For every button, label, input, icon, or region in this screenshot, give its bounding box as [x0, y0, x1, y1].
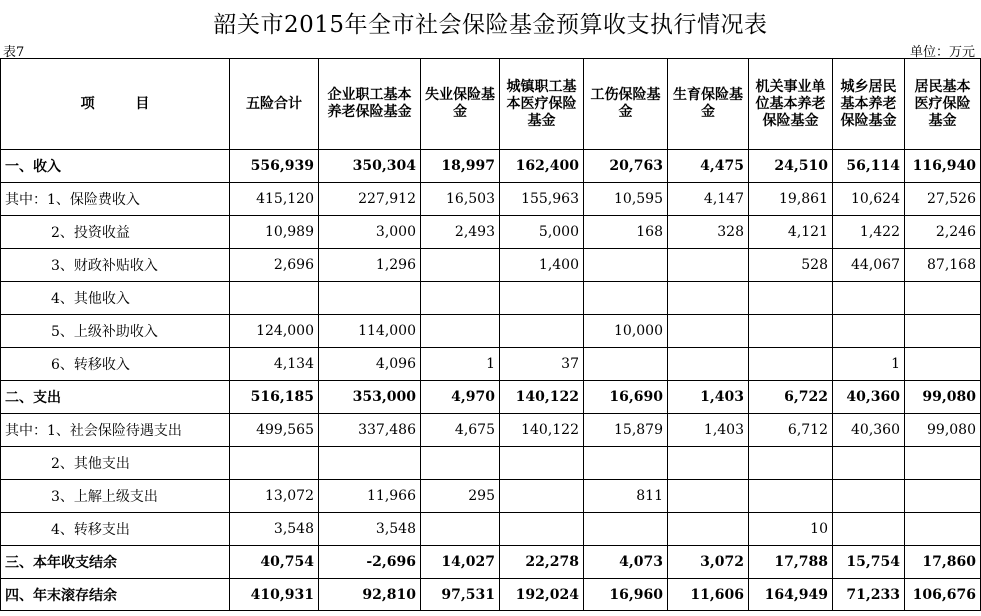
table-cell: 40,360	[833, 381, 905, 414]
table-cell: 415,120	[230, 183, 319, 216]
table-cell: 20,763	[584, 150, 668, 183]
table-cell: 192,024	[500, 579, 584, 611]
table-cell	[230, 282, 319, 315]
table-cell	[833, 480, 905, 513]
table-cell	[749, 348, 833, 381]
table-cell	[905, 480, 981, 513]
table-cell: 4,675	[421, 414, 500, 447]
table-cell	[421, 315, 500, 348]
column-header-institution-pension: 机关事业单位基本养老保险基金	[749, 59, 833, 150]
table-cell	[584, 348, 668, 381]
unit-label: 单位：万元	[909, 45, 975, 60]
row-label: 5、上级补助收入	[1, 315, 230, 348]
table-cell: 162,400	[500, 150, 584, 183]
table-cell: 40,754	[230, 546, 319, 579]
table-cell	[584, 282, 668, 315]
table-cell: 114,000	[319, 315, 421, 348]
table-row	[1, 183, 981, 216]
table-cell: 5,000	[500, 216, 584, 249]
table-cell: 87,168	[905, 249, 981, 282]
table-row	[1, 579, 981, 611]
table-cell: 140,122	[500, 414, 584, 447]
table-cell	[421, 249, 500, 282]
table-cell: 1	[421, 348, 500, 381]
table-cell	[833, 315, 905, 348]
table-cell: 4,134	[230, 348, 319, 381]
row-label: 三、本年收支结余	[1, 546, 230, 579]
row-label: 3、财政补贴收入	[1, 249, 230, 282]
table-cell	[833, 447, 905, 480]
column-header-enterprise-pension: 企业职工基本养老保险基金	[319, 59, 421, 150]
table-cell: 14,027	[421, 546, 500, 579]
table-cell: 556,939	[230, 150, 319, 183]
table-cell: 106,676	[905, 579, 981, 611]
table-cell: 1	[833, 348, 905, 381]
table-cell: 1,400	[500, 249, 584, 282]
table-cell: 811	[584, 480, 668, 513]
table-cell: 155,963	[500, 183, 584, 216]
row-label: 2、投资收益	[1, 216, 230, 249]
page-title: 韶关市2015年全市社会保险基金预算收支执行情况表	[213, 12, 768, 38]
table-cell: 227,912	[319, 183, 421, 216]
table-row	[1, 315, 981, 348]
table-cell	[833, 513, 905, 546]
table-cell: 1,403	[668, 414, 749, 447]
table-cell: 4,073	[584, 546, 668, 579]
table-row	[1, 348, 981, 381]
column-header-resident-medical: 居民基本医疗保险基金	[905, 59, 981, 150]
table-cell: 3,548	[319, 513, 421, 546]
table-cell: 2,696	[230, 249, 319, 282]
row-label: 4、转移支出	[1, 513, 230, 546]
table-cell: 528	[749, 249, 833, 282]
table-cell: 16,690	[584, 381, 668, 414]
table-cell	[584, 249, 668, 282]
table-cell	[668, 249, 749, 282]
table-cell	[668, 447, 749, 480]
table-cell: 13,072	[230, 480, 319, 513]
table-cell: 4,096	[319, 348, 421, 381]
table-cell: 27,526	[905, 183, 981, 216]
row-label: 3、上解上级支出	[1, 480, 230, 513]
table-cell: 328	[668, 216, 749, 249]
table-cell	[668, 513, 749, 546]
table-cell	[668, 282, 749, 315]
table-cell: 10,624	[833, 183, 905, 216]
table-cell: 16,960	[584, 579, 668, 611]
table-cell: 10,595	[584, 183, 668, 216]
table-cell	[319, 282, 421, 315]
table-cell: 6,722	[749, 381, 833, 414]
row-label: 其中：1、社会保险待遇支出	[1, 414, 230, 447]
table-cell: 44,067	[833, 249, 905, 282]
table-cell: 18,997	[421, 150, 500, 183]
table-cell	[749, 315, 833, 348]
table-cell: 71,233	[833, 579, 905, 611]
table-row	[1, 513, 981, 546]
table-cell	[668, 480, 749, 513]
row-label: 四、年末滚存结余	[1, 579, 230, 611]
table-cell	[500, 480, 584, 513]
table-cell	[905, 513, 981, 546]
table-cell: 295	[421, 480, 500, 513]
column-header-injury: 工伤保险基金	[584, 59, 668, 150]
table-row	[1, 216, 981, 249]
table-row	[1, 480, 981, 513]
table-row	[1, 381, 981, 414]
row-label: 6、转移收入	[1, 348, 230, 381]
table-cell	[500, 513, 584, 546]
budget-table	[0, 58, 981, 611]
table-cell	[668, 348, 749, 381]
table-cell: 11,966	[319, 480, 421, 513]
table-cell: 3,548	[230, 513, 319, 546]
table-cell: 15,879	[584, 414, 668, 447]
table-row	[1, 282, 981, 315]
table-cell: 92,810	[319, 579, 421, 611]
table-cell: 164,949	[749, 579, 833, 611]
table-cell	[749, 447, 833, 480]
table-cell: 168	[584, 216, 668, 249]
table-cell: 350,304	[319, 150, 421, 183]
row-label: 二、支出	[1, 381, 230, 414]
table-cell: 10,989	[230, 216, 319, 249]
table-cell: 353,000	[319, 381, 421, 414]
table-cell	[421, 447, 500, 480]
table-cell: 2,493	[421, 216, 500, 249]
table-cell: 15,754	[833, 546, 905, 579]
table-cell: 1,403	[668, 381, 749, 414]
table-cell: 56,114	[833, 150, 905, 183]
column-header-urban-medical: 城镇职工基本医疗保险基金	[500, 59, 584, 150]
table-number: 表7	[3, 45, 25, 60]
table-cell: 2,246	[905, 216, 981, 249]
table-cell: 6,712	[749, 414, 833, 447]
table-cell: 22,278	[500, 546, 584, 579]
table-cell: 3,072	[668, 546, 749, 579]
table-cell: 4,121	[749, 216, 833, 249]
table-cell: 1,422	[833, 216, 905, 249]
column-header-item: 项 目	[1, 59, 230, 150]
row-label: 2、其他支出	[1, 447, 230, 480]
table-cell: 40,360	[833, 414, 905, 447]
table-cell	[668, 315, 749, 348]
table-cell	[319, 447, 421, 480]
table-cell: 16,503	[421, 183, 500, 216]
table-cell: 10,000	[584, 315, 668, 348]
table-cell: 99,080	[905, 414, 981, 447]
table-cell: 3,000	[319, 216, 421, 249]
column-header-maternity: 生育保险基金	[668, 59, 749, 150]
table-cell: 410,931	[230, 579, 319, 611]
table-cell: 1,296	[319, 249, 421, 282]
table-cell: 19,861	[749, 183, 833, 216]
table-cell: 140,122	[500, 381, 584, 414]
table-cell	[749, 480, 833, 513]
table-cell: 116,940	[905, 150, 981, 183]
table-cell: -2,696	[319, 546, 421, 579]
table-cell	[833, 282, 905, 315]
column-header-unemployment: 失业保险基金	[421, 59, 500, 150]
table-cell: 11,606	[668, 579, 749, 611]
table-cell: 516,185	[230, 381, 319, 414]
table-cell	[230, 447, 319, 480]
table-cell	[905, 447, 981, 480]
table-cell	[500, 447, 584, 480]
column-header-resident-pension: 城乡居民基本养老保险基金	[833, 59, 905, 150]
table-row	[1, 249, 981, 282]
row-label: 4、其他收入	[1, 282, 230, 315]
row-label: 一、收入	[1, 150, 230, 183]
table-cell: 337,486	[319, 414, 421, 447]
table-cell: 499,565	[230, 414, 319, 447]
table-cell: 37	[500, 348, 584, 381]
table-cell: 17,788	[749, 546, 833, 579]
column-header-total: 五险合计	[230, 59, 319, 150]
table-cell: 99,080	[905, 381, 981, 414]
table-cell	[421, 513, 500, 546]
table-cell	[500, 282, 584, 315]
table-row	[1, 414, 981, 447]
table-cell: 17,860	[905, 546, 981, 579]
table-cell	[749, 282, 833, 315]
table-cell	[905, 282, 981, 315]
table-cell: 97,531	[421, 579, 500, 611]
table-cell	[584, 513, 668, 546]
table-cell	[905, 348, 981, 381]
header-row	[1, 59, 981, 150]
table-cell	[500, 315, 584, 348]
table-cell: 4,475	[668, 150, 749, 183]
table-cell: 4,147	[668, 183, 749, 216]
table-cell: 24,510	[749, 150, 833, 183]
table-cell	[421, 282, 500, 315]
table-cell: 4,970	[421, 381, 500, 414]
table-cell	[905, 315, 981, 348]
table-row	[1, 447, 981, 480]
table-cell	[584, 447, 668, 480]
row-label: 其中：1、保险费收入	[1, 183, 230, 216]
table-cell: 124,000	[230, 315, 319, 348]
table-row	[1, 546, 981, 579]
table-cell: 10	[749, 513, 833, 546]
table-row	[1, 150, 981, 183]
